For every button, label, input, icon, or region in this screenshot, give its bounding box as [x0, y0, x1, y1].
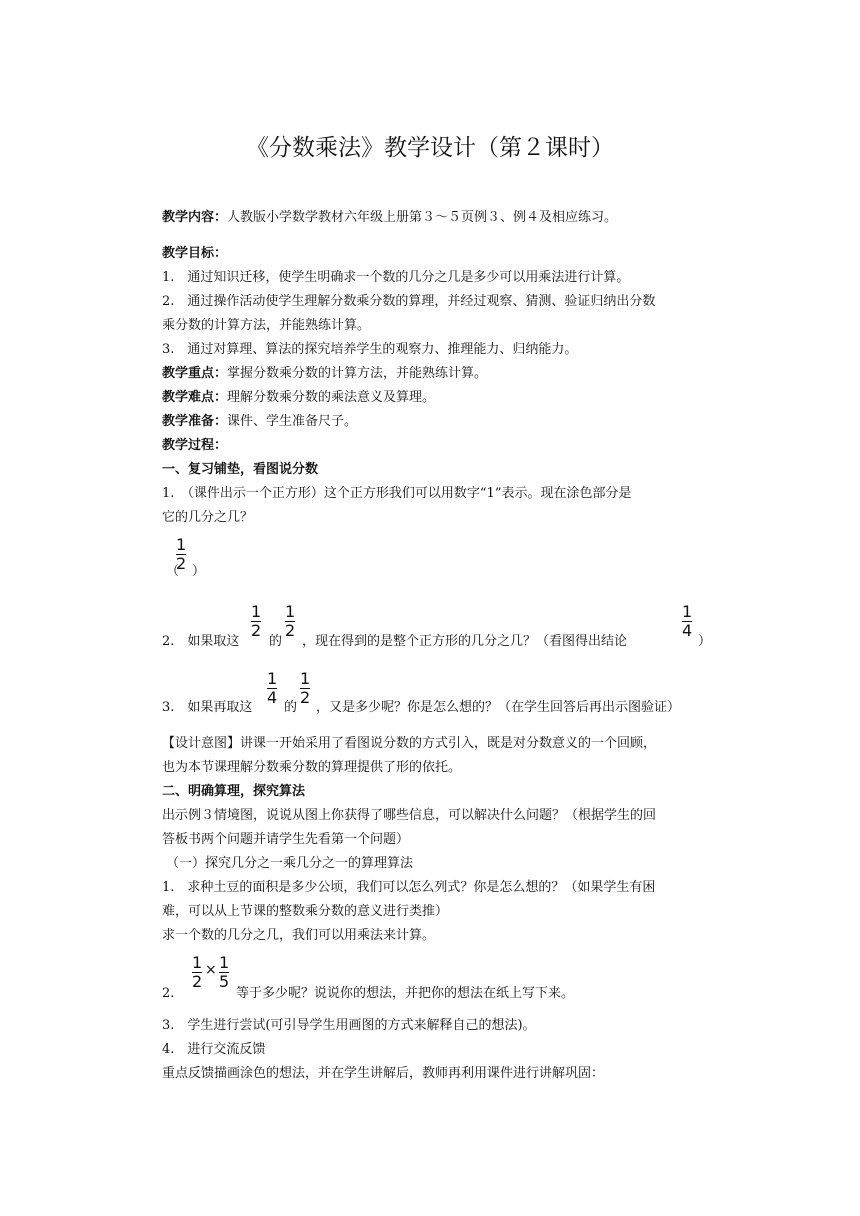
prep-label: 教学准备：	[162, 414, 228, 429]
section1-heading: 一、复习铺垫，看图说分数	[162, 462, 319, 477]
key-line	[162, 364, 742, 384]
fraction-1-2-d: $\frac{1}{2}$	[192, 953, 203, 991]
s1-item2-post: ，现在得到的是整个正方形的几分之几？（看图得出结论	[302, 634, 628, 649]
prep-text: 课件、学生准备尺子。	[227, 414, 358, 429]
s2-q1c: 求一个数的几分之几，我们可以用乘法来计算。	[162, 928, 436, 943]
fraction-1-2-c: $\frac{1}{2}$	[300, 669, 311, 707]
s2-p1b: 答板书两个问题并请学生先看第一个问题）	[162, 832, 410, 847]
s1-item1b: 它的几分之几？	[162, 510, 254, 525]
s1-item2-end: ）	[698, 634, 712, 649]
s2-p1a: 出示例３情境图，说说从图上你获得了哪些信息，可以解决什么问题？（根据学生的回	[162, 808, 657, 823]
difficulty-text: 理解分数乘分数的乘法意义及算理。	[227, 390, 436, 405]
content-text: 人教版小学数学教材六年级上册第３～５页例３、例４及相应练习。	[227, 210, 618, 225]
goal-2b: 乘分数的计算方法，并能熟练计算。	[162, 318, 371, 333]
fraction-1-5: $\frac{1}{5}$	[219, 953, 230, 991]
fraction-answer-1-2: $\frac{1}{2}$	[176, 535, 187, 573]
fraction-1-4-conclusion: $\frac{1}{4}$	[682, 602, 693, 640]
section2-heading: 二、明确算理，探究算法	[162, 784, 306, 799]
key-label: 教学重点：	[162, 366, 228, 381]
goal-2a: 2. 通过操作活动使学生理解分数乘分数的算理，并经过观察、猜测、验证归纳出分数	[162, 294, 656, 309]
s2-q2-post: 等于多少呢？说说你的想法，并把你的想法在纸上写下来。	[236, 986, 575, 1001]
s1-item3-mid: 的	[284, 700, 298, 715]
design-intent-a: 【设计意图】讲课一开始采用了看图说分数的方式引入，既是对分数意义的一个回顾，	[162, 736, 657, 751]
goal-1: 1. 通过知识迁移，使学生明确求一个数的几分之几是多少可以用乘法进行计算。	[162, 270, 630, 285]
process-label: 教学过程：	[162, 438, 228, 453]
s1-item3-pre: 3. 如果再取这	[162, 700, 253, 715]
answer-open: （	[166, 564, 180, 579]
goals-label: 教学目标：	[162, 246, 228, 261]
s1-item3-post: ，又是多少呢？你是怎么想的？（在学生回答后再出示图验证）	[316, 700, 681, 715]
s1-item2-pre: 2. 如果取这	[162, 634, 240, 649]
s2-q1b: 难，可以从上节课的整数乘分数的意义进行类推）	[162, 904, 449, 919]
s1-item2-mid: 的	[269, 634, 283, 649]
s2-q1a: 1. 求种土豆的面积是多少公顷，我们可以怎么列式？你是怎么想的？（如果学生有困	[162, 880, 656, 895]
s2-sub1: （一）探究几分之一乘几分之一的算理算法	[166, 856, 414, 871]
fraction-1-2-b: $\frac{1}{2}$	[285, 602, 296, 640]
goal-3: 3. 通过对算理、算法的探究培养学生的观察力、推理能力、归纳能力。	[162, 342, 578, 357]
difficulty-label: 教学难点：	[162, 390, 228, 405]
s2-q3: 3. 学生进行尝试(可引导学生用画图的方式来解释自己的想法)。	[162, 1018, 536, 1033]
page-title: 《分数乘法》教学设计（第２课时）	[246, 135, 614, 161]
answer-close: ）	[192, 564, 206, 579]
s2-q2-pre: 2.	[162, 986, 175, 1001]
content-label: 教学内容：	[162, 210, 228, 225]
design-intent-b: 也为本节课理解分数乘分数的算理提供了形的依托。	[162, 760, 462, 775]
difficulty-line	[162, 388, 742, 408]
content-line	[162, 208, 742, 228]
s2-q4: 4. 进行交流反馈	[162, 1042, 266, 1057]
fraction-1-2-a: $\frac{1}{2}$	[251, 602, 262, 640]
s2-q5: 重点反馈描画涂色的想法，并在学生讲解后，教师再利用课件进行讲解巩固：	[162, 1066, 605, 1081]
s1-item1a: 1. （课件出示一个正方形）这个正方形我们可以用数字“1”表示。现在涂色部分是	[162, 486, 632, 501]
times-sign: ×	[205, 962, 217, 978]
prep-line	[162, 412, 742, 432]
fraction-1-4: $\frac{1}{4}$	[267, 669, 278, 707]
key-text: 掌握分数乘分数的计算方法，并能熟练计算。	[227, 366, 488, 381]
